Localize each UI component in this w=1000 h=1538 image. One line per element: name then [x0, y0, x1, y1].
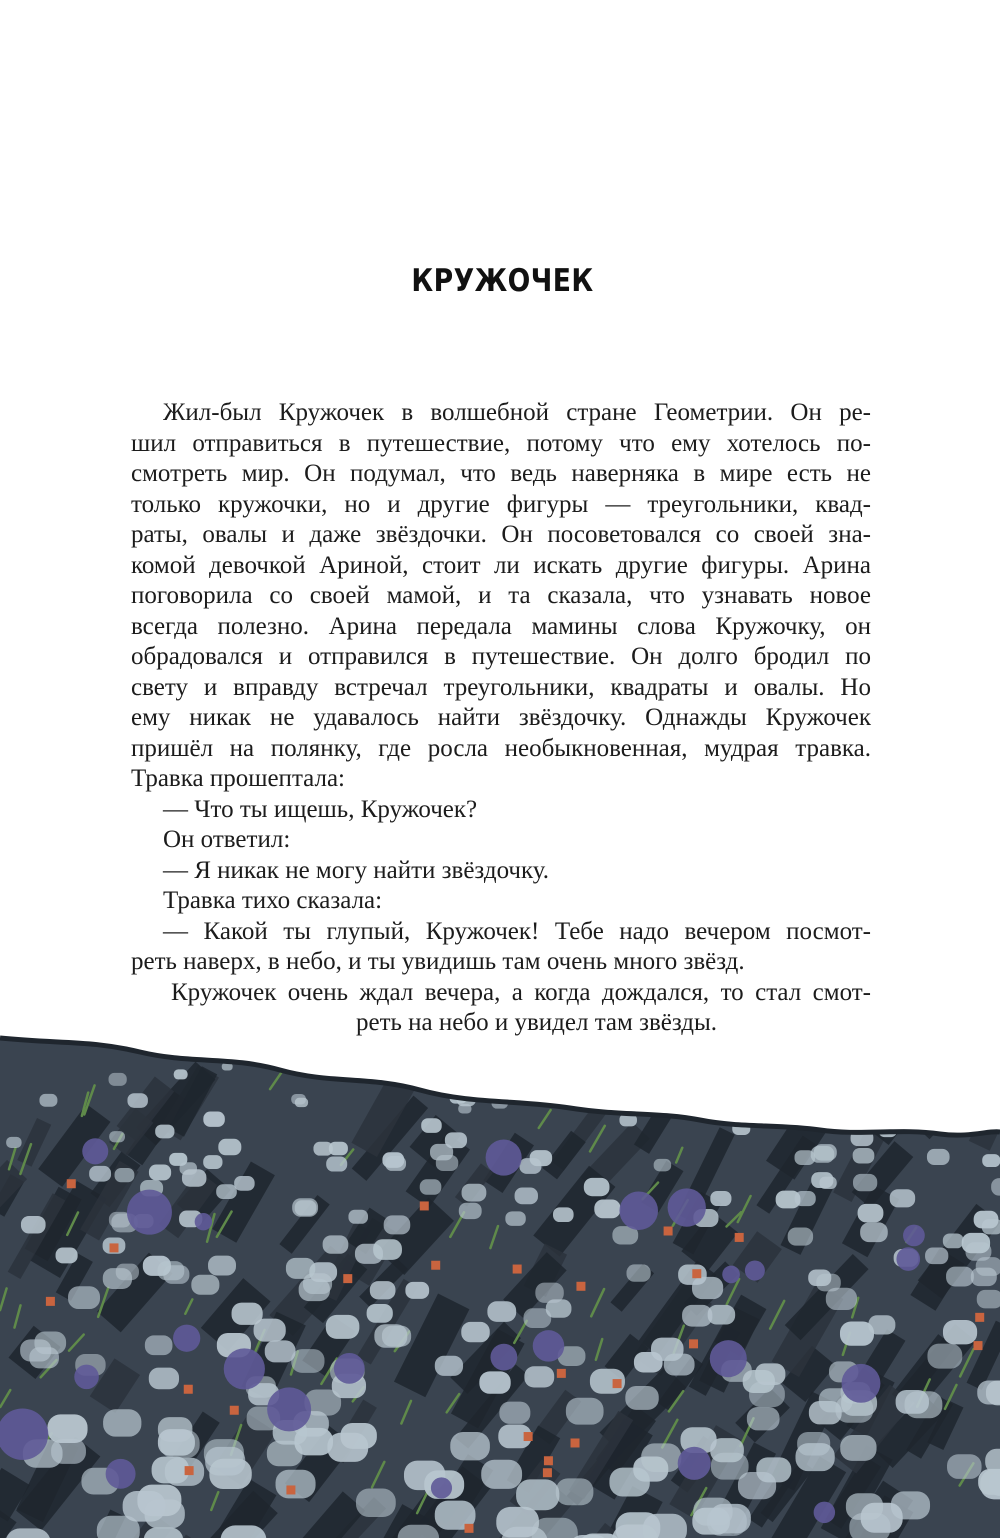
blossom: [853, 1174, 877, 1191]
blossom: [840, 1435, 876, 1461]
orange-accent: [46, 1297, 55, 1306]
blossom: [826, 1288, 857, 1310]
purple-flower: [431, 1477, 452, 1498]
blossom: [254, 1319, 286, 1342]
blossom: [405, 1282, 429, 1299]
purple-flower: [745, 1261, 765, 1281]
story-line: комой девочкой Ариной, стоит ли искать другие фигуры. Арина: [131, 551, 871, 579]
blossom: [738, 1472, 776, 1499]
blossom: [808, 1270, 831, 1286]
dialogue-line: — Что ты ищешь, Кружочек?: [163, 795, 478, 823]
blossom: [276, 1470, 316, 1499]
blossom: [943, 1320, 977, 1344]
blossom: [860, 1222, 888, 1242]
blossom: [516, 1479, 559, 1510]
blossom: [947, 1454, 982, 1479]
blossom: [482, 1080, 495, 1089]
blossom: [182, 1169, 206, 1186]
blossom: [743, 1081, 755, 1089]
blossom: [788, 1227, 813, 1245]
story-line: поговорила со своей мамой, и та сказала, что узнавать новое: [131, 582, 871, 609]
purple-flower: [722, 1266, 740, 1284]
purple-flower: [74, 1365, 99, 1390]
blossom: [291, 1349, 324, 1373]
blossom: [203, 1112, 225, 1127]
story-line: Кружочек очень ждал вечера, а когда дождался, то стал смот-: [171, 978, 871, 1006]
orange-accent: [513, 1265, 522, 1274]
grass-stroke: [930, 1086, 969, 1131]
blossom: [295, 1098, 308, 1107]
blossom: [420, 1179, 442, 1194]
purple-flower: [334, 1353, 365, 1384]
blossom: [89, 1166, 111, 1182]
purple-flower: [710, 1340, 747, 1377]
orange-accent: [557, 1369, 566, 1378]
blossom: [797, 1432, 830, 1456]
orange-accent: [975, 1313, 984, 1322]
blossom: [265, 1340, 296, 1362]
orange-accent: [286, 1485, 295, 1494]
blossom: [585, 1078, 603, 1091]
orange-accent: [431, 1261, 440, 1270]
grass-stroke: [907, 1063, 981, 1140]
blossom: [149, 1368, 179, 1390]
purple-flower: [82, 1138, 108, 1164]
blossom: [149, 1165, 171, 1181]
purple-flower: [814, 1502, 835, 1523]
blossom: [811, 1146, 835, 1163]
grass-stroke: [867, 1077, 925, 1136]
grass-blade: [602, 1062, 617, 1086]
blossom: [356, 1489, 396, 1517]
blossom: [524, 1366, 554, 1387]
orange-accent: [184, 1385, 193, 1394]
blossom: [505, 1211, 525, 1226]
purple-flower: [668, 1188, 706, 1226]
purple-flower: [678, 1447, 711, 1480]
blossom: [109, 1073, 127, 1086]
blossom: [651, 1338, 684, 1361]
blossom: [853, 1148, 875, 1164]
blossom: [962, 1233, 990, 1253]
blossom: [626, 1264, 650, 1281]
purple-flower: [106, 1459, 136, 1489]
blossom: [384, 1215, 411, 1234]
orange-accent: [576, 1282, 585, 1291]
blossom: [292, 1198, 318, 1217]
blossom: [160, 1430, 199, 1458]
dialogue-line: — Я никак не могу найти звёздочку.: [163, 856, 550, 884]
blossom: [191, 1275, 219, 1295]
blossom: [155, 1125, 174, 1139]
blossom: [479, 1371, 510, 1393]
blossom: [68, 1286, 100, 1309]
dialogue-line: — Какой ты глупый, Кружочек! Тебе надо вечером посмот-: [163, 917, 871, 945]
blossom: [943, 1233, 964, 1248]
orange-accent: [689, 1339, 698, 1348]
blossom: [749, 1382, 785, 1408]
blossom: [461, 1322, 489, 1342]
blossom: [566, 1398, 604, 1425]
blossom: [706, 1101, 726, 1115]
blossom: [323, 1235, 349, 1253]
blossom: [553, 1207, 574, 1222]
blossom: [123, 1491, 166, 1522]
blossom: [373, 1239, 402, 1260]
grass-blade: [741, 1089, 754, 1116]
purple-flower: [842, 1364, 881, 1403]
blossom: [313, 1142, 332, 1156]
blossom: [203, 1155, 222, 1169]
blossom: [946, 1267, 974, 1287]
blossom: [174, 1069, 188, 1079]
purple-flower: [173, 1325, 200, 1352]
story-line: пришёл на полянку, где росла необыкновенная, мудрая травка.: [131, 734, 871, 762]
blossom: [435, 1356, 463, 1376]
blossom: [208, 1256, 236, 1276]
blossom: [216, 1184, 237, 1199]
story-line: Жил-был Кружочек в волшебной стране Геометрии. Он ре-: [163, 399, 871, 426]
blossom: [499, 1078, 514, 1089]
blossom: [127, 1093, 147, 1108]
blossom: [20, 1339, 51, 1361]
story-line: реть на небо и увидел там звёзды.: [356, 1009, 718, 1036]
blossom: [819, 1177, 836, 1189]
blossom: [890, 1189, 915, 1207]
blossom: [682, 1305, 712, 1327]
purple-flower: [903, 1225, 925, 1247]
blossom: [722, 1092, 736, 1102]
story-line: раты, овалы и даже звёздочки. Он посоветовался со своей зна-: [131, 521, 871, 548]
blossom: [776, 1191, 801, 1209]
orange-accent: [230, 1406, 239, 1415]
blossom: [286, 1258, 315, 1279]
blossom: [487, 1301, 516, 1322]
blossom: [641, 1443, 681, 1472]
blossom: [755, 1363, 785, 1385]
dialogue-line: реть наверх, в небо, и ты увидишь там очень много звёзд.: [131, 948, 745, 975]
grass-stroke: [955, 1069, 1000, 1123]
blossom: [47, 1414, 87, 1443]
purple-flower: [267, 1387, 311, 1431]
blossom: [462, 1184, 487, 1202]
blossom: [218, 1139, 241, 1155]
grass-blade: [877, 1072, 886, 1094]
orange-accent: [543, 1468, 552, 1477]
blossom: [145, 1335, 173, 1355]
blossom: [436, 1155, 458, 1171]
purple-flower: [224, 1348, 265, 1389]
blossom: [530, 1150, 552, 1166]
orange-accent: [571, 1438, 580, 1447]
story-line: только кружочки, но и другие фигуры — треугольники, квад-: [131, 490, 871, 518]
story-line: ему никак не удавалось найти звёздочку. Однажды Кружочек: [131, 704, 871, 731]
blossom: [21, 1216, 46, 1234]
purple-flower: [195, 1213, 212, 1230]
blossom: [636, 1063, 651, 1074]
blossom: [868, 1315, 895, 1334]
blossom: [896, 1390, 929, 1414]
blossom: [982, 1154, 1000, 1167]
story-line: обрадовался и отправился в путешествие. Он долго бродил по: [131, 643, 871, 670]
grass-stroke: [914, 1080, 957, 1133]
blossom: [970, 1099, 983, 1108]
orange-accent: [185, 1466, 194, 1475]
orange-accent: [692, 1269, 701, 1278]
blossom: [594, 1199, 620, 1218]
grass-stroke: [440, 1051, 480, 1098]
meadow-illustration: [0, 1030, 1000, 1538]
purple-flower: [896, 1247, 920, 1271]
blossom: [532, 1518, 578, 1538]
blossom: [625, 1386, 658, 1410]
purple-flower: [127, 1190, 172, 1235]
blossom: [116, 1264, 139, 1281]
blossom: [584, 1178, 610, 1196]
blossom: [927, 1344, 962, 1369]
blossom: [158, 1261, 185, 1280]
orange-accent: [735, 1233, 744, 1242]
purple-flower: [619, 1191, 658, 1230]
grass-blade: [952, 1060, 959, 1088]
blossom: [421, 1118, 442, 1133]
blossom: [710, 1191, 731, 1206]
blossom: [977, 1290, 1000, 1309]
blossom: [459, 1203, 482, 1219]
grass-blade: [926, 1062, 941, 1080]
blossom: [103, 1409, 141, 1436]
blossom: [979, 1110, 997, 1123]
blossom: [654, 1159, 671, 1171]
blossom: [327, 1433, 368, 1462]
blossom: [481, 1460, 522, 1489]
blossom: [556, 1478, 594, 1505]
orange-accent: [973, 1341, 982, 1350]
blossom: [925, 1248, 948, 1265]
blossom: [707, 1507, 747, 1535]
orange-accent: [613, 1379, 622, 1388]
blossom: [747, 1407, 780, 1430]
blossom: [915, 1104, 934, 1118]
blossom: [971, 1268, 997, 1287]
blossom: [299, 1279, 330, 1301]
blossom: [234, 1176, 255, 1191]
blossom: [165, 1458, 204, 1486]
blossom: [846, 1493, 883, 1520]
page-title: КРУЖОЧЕК: [411, 263, 594, 299]
blossom: [370, 1281, 396, 1299]
blossom: [169, 1153, 187, 1166]
blossom: [927, 1149, 950, 1165]
orange-accent: [67, 1179, 76, 1188]
story-line: смотреть мир. Он подумал, что ведь наверняка в мире есть не: [131, 460, 871, 487]
blossom: [204, 1439, 244, 1468]
orange-accent: [524, 1432, 533, 1441]
blossom: [499, 1402, 530, 1424]
purple-flower: [533, 1330, 565, 1362]
dialogue-line: Травка тихо сказала:: [163, 887, 383, 914]
blossom: [858, 1204, 884, 1222]
dialogue-line: Он ответил:: [163, 826, 291, 853]
blossom: [382, 1326, 411, 1347]
blossom: [326, 1315, 360, 1339]
story-line: шил отправиться в путешествие, потому что ему хотелось по-: [131, 429, 871, 457]
blossom: [56, 1248, 78, 1264]
story-line: свету и вправду встречал треугольники, квадраты и овалы. Но: [131, 673, 871, 701]
story-line: Травка прошептала:: [131, 765, 346, 792]
story-text: [131, 398, 871, 1039]
blossom: [109, 1131, 125, 1142]
blossom: [546, 1299, 572, 1317]
blossom: [450, 1432, 490, 1460]
blossom: [496, 1082, 508, 1091]
blossom: [39, 1094, 57, 1107]
orange-accent: [465, 1524, 474, 1533]
story-line: всегда полезно. Арина передала мамины слова Кружочку, он: [131, 612, 871, 640]
orange-accent: [420, 1201, 429, 1210]
orange-accent: [343, 1274, 352, 1283]
blossom: [382, 1152, 404, 1168]
blossom: [609, 1468, 649, 1497]
blossom: [590, 1056, 603, 1065]
blossom: [479, 1073, 495, 1084]
blossom: [6, 1137, 21, 1148]
blossom: [348, 1210, 368, 1224]
blossom: [115, 1168, 135, 1182]
orange-accent: [544, 1456, 553, 1465]
blossom: [807, 1092, 821, 1102]
blossom: [515, 1188, 538, 1205]
purple-flower: [486, 1140, 522, 1176]
purple-flower: [490, 1344, 517, 1371]
orange-accent: [109, 1243, 118, 1252]
blossom: [887, 1118, 903, 1129]
blossom: [458, 1072, 475, 1084]
orange-accent: [664, 1226, 673, 1235]
blossom: [367, 1304, 393, 1323]
blossom: [326, 1157, 347, 1172]
blossom: [974, 1211, 999, 1229]
